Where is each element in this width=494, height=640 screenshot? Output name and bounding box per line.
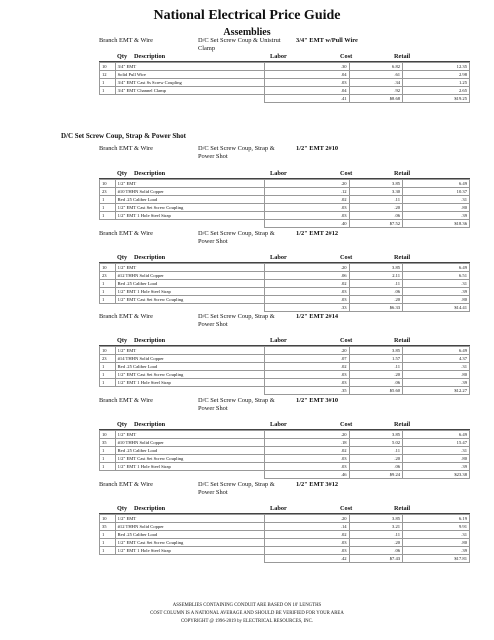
- total-retail: $23.38: [403, 471, 470, 479]
- column-heading-cost: Cost: [340, 337, 353, 344]
- total-row: [100, 471, 470, 479]
- qty-cell: 1: [100, 204, 116, 212]
- assembly-category: Branch EMT & Wire: [99, 397, 153, 404]
- assembly-description: D/C Set Screw Coup, Strap & Power Shot: [198, 397, 275, 412]
- description-cell: 1/2" EMT Cast Set Screw Coupling: [115, 455, 264, 463]
- description-cell: 3/4" EMT Channel Clamp: [115, 87, 264, 95]
- assembly-table: [99, 514, 470, 563]
- cost-cell: .92: [349, 87, 402, 95]
- description-cell: #10 THHN Solid Copper: [115, 188, 264, 196]
- description-cell: 1/2" EMT 1 Hole Steel Strap: [115, 379, 264, 387]
- cost-cell: 3.85: [349, 180, 402, 188]
- column-heading-qty: Qty: [117, 53, 128, 60]
- description-cell: 1/2" EMT 1 Hole Steel Strap: [115, 288, 264, 296]
- qty-cell: 23: [100, 188, 116, 196]
- labor-cell: .03: [264, 539, 349, 547]
- column-heading-qty: Qty: [117, 254, 128, 261]
- description-cell: 1/2" EMT: [115, 264, 264, 272]
- assembly-description: D/C Set Screw Coup, Strap & Power Shot: [198, 230, 275, 245]
- description-cell: 1/2" EMT: [115, 515, 264, 523]
- description-cell: 1/2" EMT: [115, 431, 264, 439]
- table-row: [100, 447, 470, 455]
- assembly-table: [99, 263, 470, 312]
- qty-cell: 1: [100, 288, 116, 296]
- retail-cell: .31: [403, 363, 470, 371]
- description-cell: #12 THHN Solid Copper: [115, 272, 264, 280]
- cost-cell: 3.30: [349, 188, 402, 196]
- column-heading-description: Description: [134, 254, 166, 261]
- cost-cell: .11: [349, 196, 402, 204]
- section-title: D/C Set Screw Coup, Strap & Power Shot: [61, 132, 186, 140]
- description-cell: Red .25 Caliber Load: [115, 363, 264, 371]
- total-labor: .41: [264, 95, 349, 103]
- qty-cell: 23: [100, 272, 116, 280]
- assembly-description: D/C Set Screw Coup, Strap & Power Shot: [198, 145, 275, 160]
- column-headings: [99, 337, 470, 346]
- retail-cell: .31: [403, 531, 470, 539]
- total-cost: $7.43: [349, 555, 402, 563]
- qty-cell: 1: [100, 379, 116, 387]
- qty-cell: 35: [100, 439, 116, 447]
- labor-cell: .02: [264, 280, 349, 288]
- column-heading-description: Description: [134, 53, 166, 60]
- description-cell: #14 THHN Solid Copper: [115, 355, 264, 363]
- description-cell: 1/2" EMT 1 Hole Steel Strap: [115, 463, 264, 471]
- column-heading-cost: Cost: [340, 505, 353, 512]
- column-heading-description: Description: [134, 337, 166, 344]
- table-row: [100, 272, 470, 280]
- description-cell: 3/4" EMT: [115, 63, 264, 71]
- qty-cell: 35: [100, 523, 116, 531]
- description-cell: 1/2" EMT: [115, 180, 264, 188]
- column-heading-labor: Labor: [270, 254, 287, 261]
- table-row: [100, 296, 470, 304]
- qty-cell: 23: [100, 355, 116, 363]
- total-retail: $17.81: [403, 555, 470, 563]
- cost-cell: .11: [349, 280, 402, 288]
- qty-cell: 1: [100, 447, 116, 455]
- retail-cell: 6.49: [403, 180, 470, 188]
- column-heading-cost: Cost: [340, 421, 353, 428]
- labor-cell: .03: [264, 371, 349, 379]
- retail-cell: .80: [403, 296, 470, 304]
- cost-cell: .20: [349, 204, 402, 212]
- total-cost: $5.60: [349, 387, 402, 395]
- qty-cell: 1: [100, 280, 116, 288]
- column-headings: [99, 170, 470, 179]
- labor-cell: .03: [264, 79, 349, 87]
- table-row: [100, 379, 470, 387]
- retail-cell: .39: [403, 288, 470, 296]
- labor-cell: .20: [264, 264, 349, 272]
- table-row: [100, 547, 470, 555]
- description-cell: Red .25 Caliber Load: [115, 447, 264, 455]
- column-heading-labor: Labor: [270, 421, 287, 428]
- qty-cell: 1: [100, 539, 116, 547]
- qty-cell: 10: [100, 264, 116, 272]
- retail-cell: .80: [403, 371, 470, 379]
- qty-cell: 1: [100, 79, 116, 87]
- table-row: [100, 264, 470, 272]
- labor-cell: .03: [264, 288, 349, 296]
- labor-cell: .04: [264, 71, 349, 79]
- qty-cell: 10: [100, 431, 116, 439]
- cost-cell: .34: [349, 79, 402, 87]
- table-row: [100, 63, 470, 71]
- total-row: [100, 220, 470, 228]
- assembly-size: 3/4" EMT w/Pull Wire: [296, 37, 358, 44]
- description-cell: 1/2" EMT: [115, 347, 264, 355]
- cost-cell: 6.82: [349, 63, 402, 71]
- total-cost: $6.33: [349, 304, 402, 312]
- column-heading-cost: Cost: [340, 254, 353, 261]
- total-spacer: [100, 304, 265, 312]
- retail-cell: 6.19: [403, 515, 470, 523]
- qty-cell: 1: [100, 87, 116, 95]
- table-row: [100, 71, 470, 79]
- total-spacer: [100, 387, 265, 395]
- retail-cell: .39: [403, 547, 470, 555]
- assembly-description: D/C Set Screw Coup, Strap & Power Shot: [198, 481, 275, 496]
- retail-cell: 9.91: [403, 523, 470, 531]
- qty-cell: 1: [100, 296, 116, 304]
- retail-cell: 4.37: [403, 355, 470, 363]
- labor-cell: .02: [264, 447, 349, 455]
- column-heading-qty: Qty: [117, 421, 128, 428]
- column-heading-labor: Labor: [270, 53, 287, 60]
- table-row: [100, 280, 470, 288]
- labor-cell: .03: [264, 547, 349, 555]
- cost-cell: 1.57: [349, 355, 402, 363]
- table-row: [100, 204, 470, 212]
- qty-cell: 12: [100, 71, 116, 79]
- labor-cell: .03: [264, 463, 349, 471]
- cost-cell: .11: [349, 531, 402, 539]
- total-spacer: [100, 555, 265, 563]
- column-heading-labor: Labor: [270, 170, 287, 177]
- column-heading-qty: Qty: [117, 505, 128, 512]
- cost-cell: .20: [349, 371, 402, 379]
- description-cell: 1/2" EMT Cast Set Screw Coupling: [115, 371, 264, 379]
- page-title: National Electrical Price Guide: [153, 8, 341, 23]
- retail-cell: 6.49: [403, 431, 470, 439]
- description-cell: 1/2" EMT Cast Set Screw Coupling: [115, 296, 264, 304]
- column-heading-retail: Retail: [394, 254, 411, 261]
- column-headings: [99, 53, 470, 62]
- description-cell: #10 THHN Solid Copper: [115, 439, 264, 447]
- assembly-table: [99, 430, 470, 479]
- assembly-size: 1/2" EMT 2#14: [296, 313, 339, 320]
- cost-cell: 3.85: [349, 515, 402, 523]
- retail-cell: 2.98: [403, 71, 470, 79]
- assembly-size: 1/2" EMT 3#10: [296, 397, 339, 404]
- total-row: [100, 555, 470, 563]
- column-heading-qty: Qty: [117, 337, 128, 344]
- total-cost: $7.52: [349, 220, 402, 228]
- labor-cell: .20: [264, 431, 349, 439]
- total-row: [100, 304, 470, 312]
- retail-cell: 2.65: [403, 87, 470, 95]
- total-spacer: [100, 95, 265, 103]
- qty-cell: 1: [100, 531, 116, 539]
- table-row: [100, 431, 470, 439]
- qty-cell: 1: [100, 363, 116, 371]
- labor-cell: .03: [264, 204, 349, 212]
- footer-line: ASSEMBLIES CONTAINING CONDUIT ARE BASED ON 10' LENGTHS: [172, 603, 322, 608]
- footer-line: COST COLUMN IS A NATIONAL AVERAGE AND SHOULD BE VERIFIED FOR YOUR AREA: [150, 611, 344, 616]
- cost-cell: .11: [349, 447, 402, 455]
- cost-cell: .20: [349, 539, 402, 547]
- labor-cell: .07: [264, 355, 349, 363]
- page-subtitle: Assemblies: [223, 27, 271, 38]
- labor-cell: .02: [264, 531, 349, 539]
- labor-cell: .20: [264, 180, 349, 188]
- retail-cell: 12.35: [403, 63, 470, 71]
- total-labor: .40: [264, 220, 349, 228]
- cost-cell: 3.85: [349, 347, 402, 355]
- assembly-description: D/C Set Screw Coup, Strap & Power Shot: [198, 313, 275, 328]
- table-row: [100, 212, 470, 220]
- table-row: [100, 539, 470, 547]
- retail-cell: .39: [403, 463, 470, 471]
- labor-cell: .20: [264, 515, 349, 523]
- description-cell: Red .25 Caliber Load: [115, 196, 264, 204]
- total-spacer: [100, 471, 265, 479]
- cost-cell: .06: [349, 463, 402, 471]
- qty-cell: 10: [100, 63, 116, 71]
- table-row: [100, 180, 470, 188]
- column-heading-labor: Labor: [270, 505, 287, 512]
- total-labor: .35: [264, 387, 349, 395]
- column-heading-retail: Retail: [394, 421, 411, 428]
- cost-cell: 3.85: [349, 264, 402, 272]
- cost-cell: 3.85: [349, 431, 402, 439]
- column-heading-retail: Retail: [394, 337, 411, 344]
- labor-cell: .20: [264, 347, 349, 355]
- retail-cell: .39: [403, 212, 470, 220]
- qty-cell: 10: [100, 180, 116, 188]
- table-row: [100, 355, 470, 363]
- column-heading-qty: Qty: [117, 170, 128, 177]
- table-row: [100, 363, 470, 371]
- footer-line: COPYRIGHT @ 1996-2019 by ELECTRICAL RESOURCES, INC.: [180, 619, 314, 624]
- description-cell: Solid Pull Wire: [115, 71, 264, 79]
- table-row: [100, 288, 470, 296]
- table-row: [100, 196, 470, 204]
- column-heading-labor: Labor: [270, 337, 287, 344]
- total-spacer: [100, 220, 265, 228]
- assembly-size: 1/2" EMT 2#12: [296, 230, 339, 237]
- retail-cell: .39: [403, 379, 470, 387]
- description-cell: 3/4" EMT Cast Ss Screw Coupling: [115, 79, 264, 87]
- retail-cell: 1.25: [403, 79, 470, 87]
- description-cell: 1/2" EMT Cast Set Screw Coupling: [115, 204, 264, 212]
- total-labor: .42: [264, 555, 349, 563]
- cost-cell: 5.02: [349, 439, 402, 447]
- assembly-category: Branch EMT & Wire: [99, 37, 153, 44]
- table-row: [100, 347, 470, 355]
- cost-cell: .20: [349, 296, 402, 304]
- cost-cell: .11: [349, 363, 402, 371]
- retail-cell: .80: [403, 455, 470, 463]
- total-row: [100, 387, 470, 395]
- qty-cell: 1: [100, 463, 116, 471]
- labor-cell: .04: [264, 87, 349, 95]
- table-row: [100, 439, 470, 447]
- total-labor: .33: [264, 304, 349, 312]
- qty-cell: 10: [100, 347, 116, 355]
- column-heading-description: Description: [134, 170, 166, 177]
- qty-cell: 1: [100, 212, 116, 220]
- qty-cell: 1: [100, 371, 116, 379]
- qty-cell: 1: [100, 547, 116, 555]
- assembly-category: Branch EMT & Wire: [99, 145, 153, 152]
- table-row: [100, 531, 470, 539]
- total-retail: $18.36: [403, 220, 470, 228]
- cost-cell: .61: [349, 71, 402, 79]
- cost-cell: .06: [349, 547, 402, 555]
- total-cost: $9.24: [349, 471, 402, 479]
- table-row: [100, 515, 470, 523]
- labor-cell: .03: [264, 379, 349, 387]
- labor-cell: .02: [264, 196, 349, 204]
- table-row: [100, 463, 470, 471]
- column-headings: [99, 505, 470, 514]
- table-row: [100, 87, 470, 95]
- assembly-size: 1/2" EMT 2#10: [296, 145, 339, 152]
- total-retail: $19.25: [403, 95, 470, 103]
- column-headings: [99, 254, 470, 263]
- table-row: [100, 371, 470, 379]
- assembly-table: [99, 62, 470, 103]
- cost-cell: 2.11: [349, 272, 402, 280]
- cost-cell: .06: [349, 288, 402, 296]
- column-heading-cost: Cost: [340, 53, 353, 60]
- description-cell: Red .25 Caliber Load: [115, 531, 264, 539]
- retail-cell: 6.49: [403, 347, 470, 355]
- column-heading-cost: Cost: [340, 170, 353, 177]
- column-heading-description: Description: [134, 421, 166, 428]
- assembly-size: 1/2" EMT 3#12: [296, 481, 339, 488]
- labor-cell: .03: [264, 455, 349, 463]
- description-cell: 1/2" EMT Cast Set Screw Coupling: [115, 539, 264, 547]
- labor-cell: .06: [264, 272, 349, 280]
- retail-cell: .31: [403, 280, 470, 288]
- column-heading-retail: Retail: [394, 170, 411, 177]
- qty-cell: 1: [100, 455, 116, 463]
- labor-cell: .03: [264, 296, 349, 304]
- retail-cell: 10.37: [403, 188, 470, 196]
- column-heading-retail: Retail: [394, 53, 411, 60]
- column-headings: [99, 421, 470, 430]
- retail-cell: 15.47: [403, 439, 470, 447]
- total-row: [100, 95, 470, 103]
- retail-cell: .31: [403, 447, 470, 455]
- description-cell: 1/2" EMT 1 Hole Steel Strap: [115, 212, 264, 220]
- labor-cell: .30: [264, 63, 349, 71]
- cost-cell: 3.21: [349, 523, 402, 531]
- column-heading-description: Description: [134, 505, 166, 512]
- qty-cell: 10: [100, 515, 116, 523]
- assembly-category: Branch EMT & Wire: [99, 230, 153, 237]
- retail-cell: 6.49: [403, 264, 470, 272]
- assembly-table: [99, 346, 470, 395]
- total-cost: $8.68: [349, 95, 402, 103]
- table-row: [100, 188, 470, 196]
- labor-cell: .12: [264, 188, 349, 196]
- assembly-category: Branch EMT & Wire: [99, 313, 153, 320]
- description-cell: #12 THHN Solid Copper: [115, 523, 264, 531]
- total-retail: $14.41: [403, 304, 470, 312]
- cost-cell: .20: [349, 455, 402, 463]
- retail-cell: .80: [403, 539, 470, 547]
- column-heading-retail: Retail: [394, 505, 411, 512]
- retail-cell: .31: [403, 196, 470, 204]
- total-retail: $12.27: [403, 387, 470, 395]
- labor-cell: .03: [264, 212, 349, 220]
- labor-cell: .18: [264, 439, 349, 447]
- retail-cell: .80: [403, 204, 470, 212]
- assembly-category: Branch EMT & Wire: [99, 481, 153, 488]
- table-row: [100, 523, 470, 531]
- table-row: [100, 79, 470, 87]
- description-cell: Red .25 Caliber Load: [115, 280, 264, 288]
- cost-cell: .06: [349, 379, 402, 387]
- retail-cell: 6.51: [403, 272, 470, 280]
- labor-cell: .02: [264, 363, 349, 371]
- cost-cell: .06: [349, 212, 402, 220]
- labor-cell: .14: [264, 523, 349, 531]
- total-labor: .46: [264, 471, 349, 479]
- assembly-description: D/C Set Screw Coup & Unistrut Clamp: [198, 37, 281, 52]
- table-row: [100, 455, 470, 463]
- description-cell: 1/2" EMT 1 Hole Steel Strap: [115, 547, 264, 555]
- qty-cell: 1: [100, 196, 116, 204]
- assembly-table: [99, 179, 470, 228]
